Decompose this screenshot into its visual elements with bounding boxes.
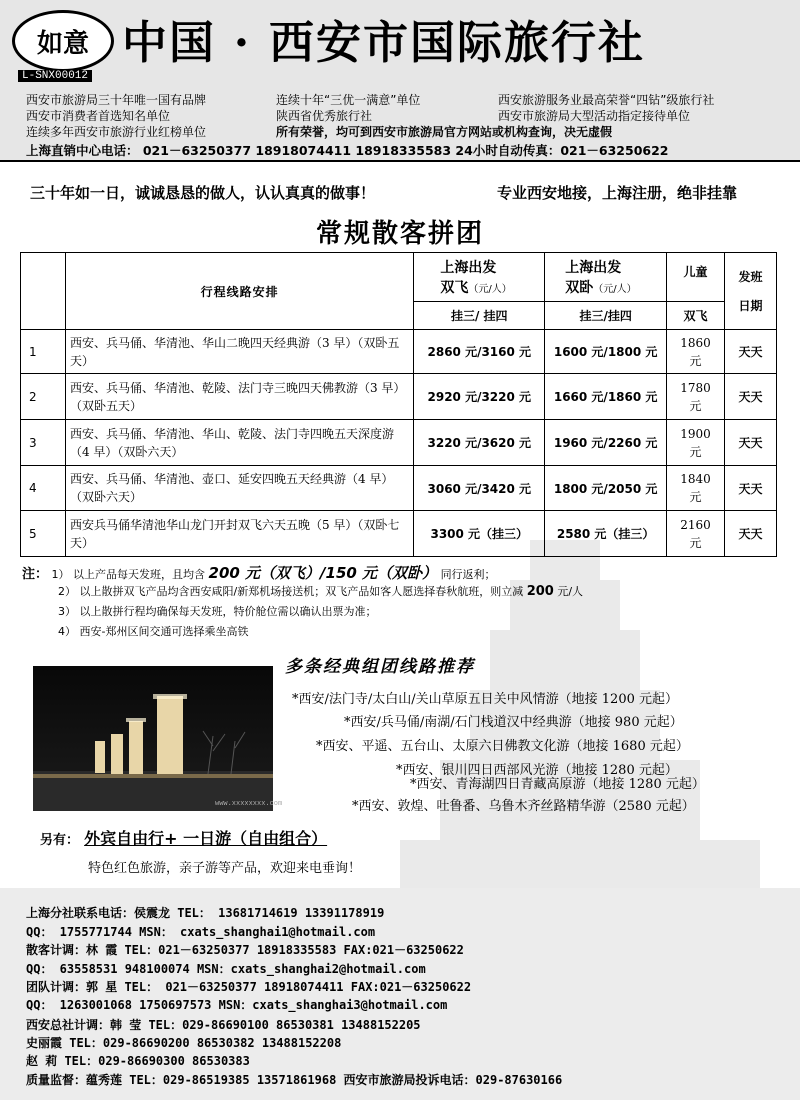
child-price xyxy=(667,374,725,420)
child-price-unit: 元 xyxy=(689,444,702,459)
sleeper-header-title: 上海出发 xyxy=(565,260,622,276)
departure-days: 天天 xyxy=(725,374,777,420)
child-price-unit: 元 xyxy=(689,535,702,550)
fly-header-unit: （元/人） xyxy=(468,284,512,295)
honor-4: 西安市消费者首选知名单位 xyxy=(26,109,171,123)
child-price-value: 1780 xyxy=(680,380,711,395)
route-description: 西安、兵马俑、华清池、乾陵、法门寺三晚四天佛教游（3 早）（双卧五天） xyxy=(65,374,413,420)
sleeper-header-sub: 双卧 xyxy=(565,280,594,296)
fly-header xyxy=(414,253,545,302)
child-header: 儿童 xyxy=(667,253,725,302)
child-price-unit: 元 xyxy=(689,490,702,504)
child-price-unit: 元 xyxy=(689,398,702,413)
table-row xyxy=(21,420,777,466)
child-price xyxy=(667,420,725,466)
photo-caption: www.xxxxxxxx.com xyxy=(215,800,283,808)
notes-label: 注： xyxy=(22,567,49,582)
row-number: 3 xyxy=(21,420,66,466)
sleeper-price: 1800 元/2050 元 xyxy=(545,466,667,511)
child-price-value: 1900 xyxy=(680,426,711,441)
note-2 xyxy=(58,583,583,599)
slogan-left: 三十年如一日，诚诚恳恳的做人，认认真真的做事！ xyxy=(30,184,376,202)
child-price xyxy=(667,466,725,511)
child-price xyxy=(667,511,725,557)
sleeper-price: 1600 元/1800 元 xyxy=(545,330,667,374)
table-row xyxy=(21,511,777,557)
table-row xyxy=(21,330,777,374)
section-title: 常规散客拼团 xyxy=(315,219,484,249)
note-2-c: 元/人 xyxy=(557,585,584,598)
extras-label: 另有： xyxy=(40,833,80,848)
contact-line-2: QQ： 1755771744 MSN： cxats_shanghai1@hotmail.com xyxy=(26,925,376,939)
child-price-value: 2160 xyxy=(680,517,711,532)
route-description: 西安兵马俑华清池华山龙门开封双飞六天五晚（5 早）（双卧七天） xyxy=(65,511,413,557)
fly-price: 3220 元/3620 元 xyxy=(414,420,545,466)
contact-line-4: QQ： 63558531 948100074 MSN：cxats_shanghai2@hotmail.com xyxy=(26,962,426,976)
extras-main: 外宾自由行+ 一日游（自由组合） xyxy=(84,829,328,848)
note-2-a: 2） 以上散拼双飞产品均含西安咸阳/新郑机场接送机；双飞产品如客人愿选择春秋航班，则立减 xyxy=(58,585,524,598)
honor-2: 连续十年“三优一满意”单位 xyxy=(276,93,421,107)
row-number: 1 xyxy=(21,330,66,374)
departure-header xyxy=(725,253,777,330)
slogan-right: 专业西安地接，上海注册，绝非挂靠 xyxy=(497,184,738,202)
fly-price: 2920 元/3220 元 xyxy=(414,374,545,420)
route-description: 西安、兵马俑、华清池、华山、乾陵、法门寺四晚五天深度游（4 早）（双卧六天） xyxy=(65,420,413,466)
honor-8: 所有荣誉，均可到西安市旅游局官方网站或机构查询，决无虚假 xyxy=(276,125,613,139)
note-1-a: 1） 以上产品每天发班，且均含 xyxy=(51,568,206,581)
fly-price: 2860 元/3160 元 xyxy=(414,330,545,374)
table-row xyxy=(21,466,777,511)
night-pillars-illustration xyxy=(33,666,273,811)
honor-6: 西安市旅游局大型活动指定接待单位 xyxy=(498,109,691,123)
sleeper-class-header: 挂三/挂四 xyxy=(545,302,667,330)
route-header: 行程线路安排 xyxy=(65,253,413,330)
sales-phone-line: 上海直销中心电话： 021－63250377 18918074411 18918335583 24小时自动传真：021－63250622 xyxy=(26,143,669,158)
honor-5: 陕西省优秀旅行社 xyxy=(276,109,373,123)
child-price-value: 1860 xyxy=(680,335,711,350)
departure-days: 天天 xyxy=(725,511,777,557)
honor-1: 西安市旅游局三十年唯一国有品牌 xyxy=(26,93,207,107)
contact-line-7: 西安总社计调：韩 莹 TEL：029-86690100 86530381 13488152205 xyxy=(26,1018,421,1032)
departure-header-1: 发班 xyxy=(738,270,763,284)
extras-line xyxy=(40,826,327,849)
contact-line-8: 史丽霞 TEL：029-86690200 86530382 13488152208 xyxy=(26,1036,342,1050)
fly-header-title: 上海出发 xyxy=(440,260,497,276)
fly-header-sub: 双飞 xyxy=(440,280,469,296)
extras-sub: 特色红色旅游，亲子游等产品，欢迎来电垂询！ xyxy=(88,861,362,876)
contact-line-9: 赵 莉 TEL：029-86690300 86530383 xyxy=(26,1054,250,1068)
company-logo xyxy=(12,10,114,72)
note-2-discount: 200 xyxy=(526,584,554,599)
contact-line-6: QQ： 1263001068 1750697573 MSN：cxats_shanghai3@hotmail.com xyxy=(26,998,448,1012)
contact-line-3: 散客计调：林 霞 TEL：021－63250377 18918335583 FAX:021－63250622 xyxy=(26,943,464,957)
fly-price: 3060 元/3420 元 xyxy=(414,466,545,511)
departure-days: 天天 xyxy=(725,420,777,466)
recommend-line-4: *西安、银川四日西部风光游（地接 1280 元起） xyxy=(396,763,678,778)
row-number: 5 xyxy=(21,511,66,557)
sleeper-price: 2580 元（挂三） xyxy=(545,511,667,557)
recommend-title: 多条经典组团线路推荐 xyxy=(285,657,475,677)
fly-price: 3300 元（挂三） xyxy=(414,511,545,557)
note-1-rebate: 200 元（双飞）/150 元（双卧） xyxy=(208,564,438,582)
recommend-line-3: *西安、平遥、五台山、太原六日佛教文化游（地接 1680 元起） xyxy=(316,739,689,754)
company-title: 中国 · 西安市国际旅行社 xyxy=(122,16,646,69)
route-description: 西安、兵马俑、华清池、壶口、延安四晚五天经典游（4 早）（双卧六天） xyxy=(65,466,413,511)
sleeper-price: 1960 元/2260 元 xyxy=(545,420,667,466)
license-code: L-SNX00012 xyxy=(18,70,92,82)
note-3: 3） 以上散拼行程均确保每天发班，特价舱位需以确认出票为准； xyxy=(58,605,377,618)
departure-header-2: 日期 xyxy=(738,299,763,313)
honor-7: 连续多年西安市旅游行业红榜单位 xyxy=(26,125,207,139)
departure-days: 天天 xyxy=(725,330,777,374)
note-4: 4） 西安-郑州区间交通可选择乘坐高铁 xyxy=(58,625,249,638)
tour-price-table xyxy=(20,252,777,557)
contact-line-10: 质量监督：蕴秀莲 TEL：029-86519385 13571861968 西安市旅游局投诉电话：029-87630166 xyxy=(26,1073,563,1087)
header-no xyxy=(21,253,66,330)
recommend-line-2: *西安/兵马俑/南湖/石门栈道汉中经典游（地接 980 元起） xyxy=(344,715,683,730)
child-price xyxy=(667,330,725,374)
departure-days: 天天 xyxy=(725,466,777,511)
sleeper-header-unit: （元/人） xyxy=(593,284,637,295)
sleeper-price: 1660 元/1860 元 xyxy=(545,374,667,420)
child-price-unit: 元 xyxy=(689,353,702,368)
honor-3: 西安旅游服务业最高荣誉“四钻”级旅行社 xyxy=(498,93,715,107)
note-1 xyxy=(22,562,496,583)
child-price-value: 1840 xyxy=(680,472,711,486)
row-number: 4 xyxy=(21,466,66,511)
sleeper-header xyxy=(545,253,667,302)
row-number: 2 xyxy=(21,374,66,420)
logo-text: 如意 xyxy=(36,28,89,59)
recommend-line-1: *西安/法门寺/太白山/关山草原五日关中风情游（地接 1200 元起） xyxy=(292,692,678,707)
contact-line-5: 团队计调：郭 星 TEL： 021－63250377 18918074411 FAX:021－63250622 xyxy=(26,980,472,994)
tour-photo xyxy=(33,666,273,811)
fly-class-header: 挂三/ 挂四 xyxy=(414,302,545,330)
child-sub-header: 双飞 xyxy=(667,302,725,330)
recommend-line-6: *西安、敦煌、吐鲁番、乌鲁木齐丝路精华游（2580 元起） xyxy=(352,799,695,814)
note-1-c: 同行返利； xyxy=(440,568,496,581)
route-description: 西安、兵马俑、华清池、华山二晚四天经典游（3 早）（双卧五天） xyxy=(65,330,413,374)
table-row xyxy=(21,374,777,420)
recommend-line-5: *西安、青海湖四日青藏高原游（地接 1280 元起） xyxy=(410,777,705,792)
contact-line-1: 上海分社联系电话：侯震龙 TEL： 13681714619 13391178919 xyxy=(26,906,385,920)
